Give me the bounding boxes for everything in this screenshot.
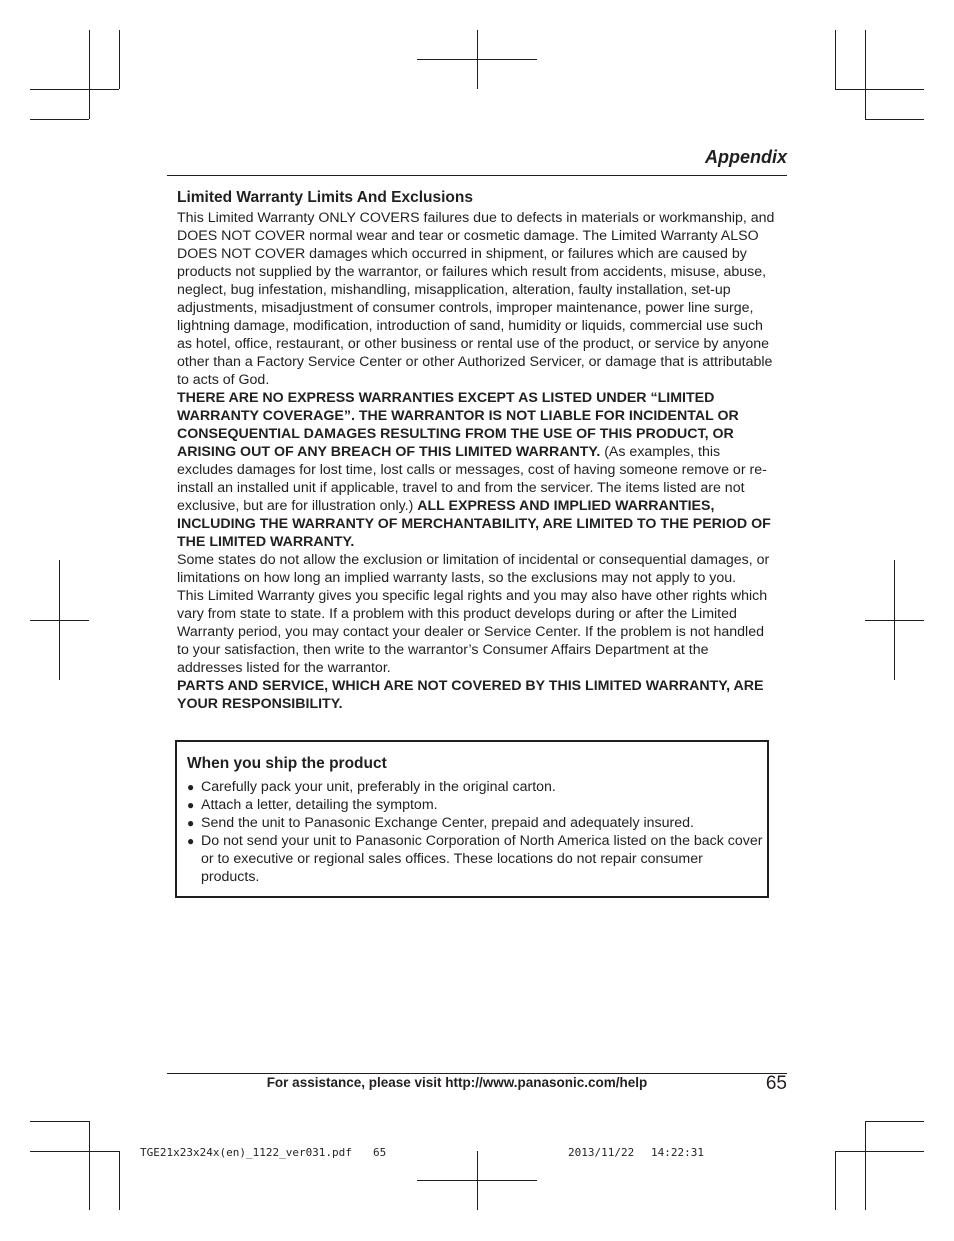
warranty-paragraph-responsibility: PARTS AND SERVICE, WHICH ARE NOT COVERED BY THIS LIMITED WARRANTY, ARE YOUR RESPONSIBILITY. <box>177 678 764 712</box>
list-item <box>187 778 763 796</box>
crop-mark <box>30 89 119 90</box>
crop-mark <box>30 119 89 120</box>
registration-mark <box>865 620 924 621</box>
crop-mark <box>30 1151 119 1152</box>
crop-mark <box>865 119 924 120</box>
crop-mark <box>89 30 90 119</box>
warranty-paragraph-legal-rights: This Limited Warranty gives you specific legal rights and you may also have other rights which vary from state to state. If a problem with this product develops during or after the Limited Warranty period, you may contact your dealer or Service Center. If the problem is not handled to your satisfaction, then write to the warrantor’s Consumer Affairs Department at the addresses listed for the warrantor. <box>177 588 768 676</box>
ship-product-box <box>175 740 769 898</box>
warranty-paragraph-state-exclusions: Some states do not allow the exclusion or limitation of incidental or consequential damages, or limitations on how long an implied warranty lasts, so the exclusions may not apply to you. <box>177 552 770 586</box>
list-item-text: Carefully pack your unit, preferably in the original carton. <box>201 779 556 795</box>
crop-mark <box>89 1121 90 1210</box>
disclaimer-bold-text: THERE ARE NO EXPRESS WARRANTIES EXCEPT AS LISTED UNDER “LIMITED WARRANTY COVERAGE”. THE WARRANTOR IS NOT LIABLE FOR INCIDENTAL OR CONSEQUENTIAL DAMAGES RESULTING FROM THE USE OF THIS PRODUCT, OR ARISING OUT OF ANY BREACH OF THIS LIMITED WARRANTY. <box>177 390 739 460</box>
header-rule <box>167 175 787 176</box>
list-item-text: Attach a letter, detailing the symptom. <box>201 797 438 813</box>
warranty-section <box>177 188 777 713</box>
assistance-text: For assistance, please visit http://www.panasonic.com/help <box>266 1075 648 1090</box>
crop-mark <box>835 89 924 90</box>
warranty-heading: Limited Warranty Limits And Exclusions <box>177 189 473 206</box>
list-item <box>187 796 763 814</box>
slug-date: 2013/11/22 <box>568 1146 635 1159</box>
list-item <box>187 814 763 832</box>
implied-warranties-bold-text: ALL EXPRESS AND IMPLIED WARRANTIES, INCLUDING THE WARRANTY OF MERCHANTABILITY, ARE LIMITED TO THE PERIOD OF THE LIMITED WARRANTY. <box>177 498 771 550</box>
slug-page: 65 <box>373 1146 387 1159</box>
slug-filename: TGE21x23x24x(en)_1122_ver031.pdf <box>140 1146 352 1159</box>
crop-mark <box>119 1151 120 1210</box>
warranty-paragraph-exclusions: This Limited Warranty ONLY COVERS failures due to defects in materials or workmanship, and DOES NOT COVER normal wear and tear or cosmetic damage. The Limited Warranty ALSO DOES NOT COVER damages which occurred in shipment, or failures which are caused by products not supplied by the warrantor, or failures which result from accidents, misuse, abuse, neglect, bug infestation, mishandling, misapplication, alteration, faulty installation, set-up adjustments, misadjustment of consumer controls, improper maintenance, power line surge, lightning damage, modification, introduction of sand, humidity or liquids, commercial use such as hotel, office, restaurant, or other business or rental use of the product, or service by anyone other than a Factory Service Center or other Authorized Servicer, or damage that is attributable to acts of God. <box>177 210 775 388</box>
bullet-icon: ● <box>187 780 195 794</box>
slug-time: 14:22:31 <box>651 1146 704 1159</box>
bullet-icon: ● <box>187 816 195 830</box>
warranty-paragraph-disclaimer <box>177 389 777 551</box>
list-item-text: Do not send your unit to Panasonic Corporation of North America listed on the back cover or to executive or regional sales offices. These locations do not repair consumer products. <box>201 833 763 885</box>
crop-mark <box>835 30 836 89</box>
crop-mark <box>119 30 120 89</box>
crop-mark <box>865 1121 866 1210</box>
bullet-icon: ● <box>187 798 195 812</box>
section-title: Appendix <box>704 147 787 167</box>
crop-mark <box>835 1151 836 1210</box>
page-number: 65 <box>765 1073 787 1094</box>
crop-mark <box>30 1121 89 1122</box>
crop-mark <box>865 30 866 119</box>
crop-mark <box>835 1151 924 1152</box>
registration-mark <box>30 620 89 621</box>
list-item <box>187 832 763 886</box>
disclaimer-examples-text: (As examples, this excludes damages for lost time, lost calls or messages, cost of having someone remove or re-install an installed unit if applicable, travel to and from the servicer. The items listed are not exclusive, but are for illustration only.) <box>177 444 767 514</box>
ship-instructions-list <box>177 778 767 886</box>
registration-mark <box>417 59 537 60</box>
bullet-icon: ● <box>187 834 195 848</box>
footer-rule <box>167 1073 787 1074</box>
registration-mark <box>417 1180 537 1181</box>
list-item-text: Send the unit to Panasonic Exchange Center, prepaid and adequately insured. <box>201 815 694 831</box>
ship-box-heading: When you ship the product <box>187 755 387 772</box>
crop-mark <box>865 1121 924 1122</box>
